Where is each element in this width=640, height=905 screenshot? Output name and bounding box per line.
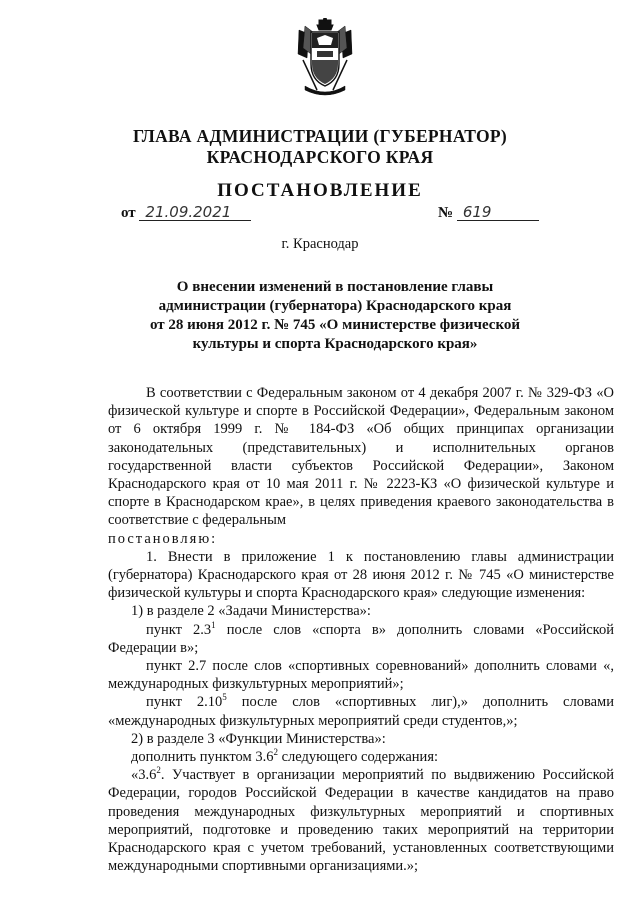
document-type: ПОСТАНОВЛЕНИЕ xyxy=(217,180,423,201)
subject-line: культуры и спорта Краснодарского края» xyxy=(192,336,478,352)
org-title-line1: ГЛАВА АДМИНИСТРАЦИИ (ГУБЕРНАТОР) xyxy=(132,126,507,146)
paragraph-amendment: пункт $2.3^1$ после слов «спорта в» дополнить словами «Российской Федерации в»; xyxy=(108,619,614,656)
paragraph-amendment: пункт 2.10$^5$ после слов «спортивных лиг),» дополнить словами «международных физкультурных мероприятий среди студентов,»; xyxy=(108,692,614,729)
coat-of-arms-icon xyxy=(295,18,355,98)
document-body xyxy=(108,384,614,875)
paragraph-amendment: пункт 2.7 после слов «спортивных соревнований» дополнить словами «, международных физкультурных мероприятий»; xyxy=(108,658,614,693)
city: г. Краснодар xyxy=(281,236,359,252)
document-subject xyxy=(110,278,560,354)
paragraph-subitem-2: 2) в разделе 3 «Функции Министерства»: xyxy=(131,730,386,747)
subject-line: О внесении изменений в постановление главы xyxy=(176,279,494,295)
subject-line: от 28 июня 2012 г. № 745 «О министерстве физической xyxy=(149,317,521,333)
paragraph-new-clause: «$3.6^2$. Участвует в организации мероприятий по выдвижению Российской Федерации, городов Российской Федерации в качестве кандидатов на право проведения международных физкультурных мероприятий и спортивных мероприятий, подготовке и проведению таких мероприятий на территории Краснодарского края с учетом требований, установленных соответствующими международными спортивными организациями.»; xyxy=(108,765,614,875)
number-prefix: № xyxy=(438,205,454,221)
paragraph-item-1: 1. Внести в приложение 1 к постановлению главы администрации (губернатора) Краснодарского края от 28 июня 2012 г. № 745 «О министерстве физической культуры и спорта Краснодарского края» следующие изменения: xyxy=(108,548,614,602)
paragraph-subitem-1: 1) в разделе 2 «Задачи Министерства»: xyxy=(131,603,371,620)
paragraph-resolve: постановляю: xyxy=(108,530,218,547)
subject-line: администрации (губернатора) Краснодарского края xyxy=(158,298,512,314)
date-value: 21.09.2021 xyxy=(139,205,251,221)
date-field xyxy=(121,205,251,222)
date-prefix: от xyxy=(121,205,136,221)
org-title-line2: КРАСНОДАРСКОГО КРАЯ xyxy=(206,147,434,167)
paragraph-amendment: дополнить пунктом $3.6^2$ следующего содержания: xyxy=(131,747,439,766)
number-field xyxy=(438,205,539,222)
number-value: 619 xyxy=(457,205,539,221)
paragraph-preamble: В соответствии с Федеральным законом от 4 декабря 2007 г. № 329-ФЗ «О физической культуре и спорте в Российской Федерации», Федеральным законом от 6 октября 1999 г. № 184-ФЗ «Об общих принципах организации законодательных (представительных) и исполнительных органов государственной власти субъектов Российской Федерации», Законом Краснодарского края от 10 мая 2011 г. № 2223-КЗ «О физической культуре и спорте в Краснодарском крае», в целях приведения краевого законодательства в соответствие с федеральным xyxy=(108,385,614,529)
